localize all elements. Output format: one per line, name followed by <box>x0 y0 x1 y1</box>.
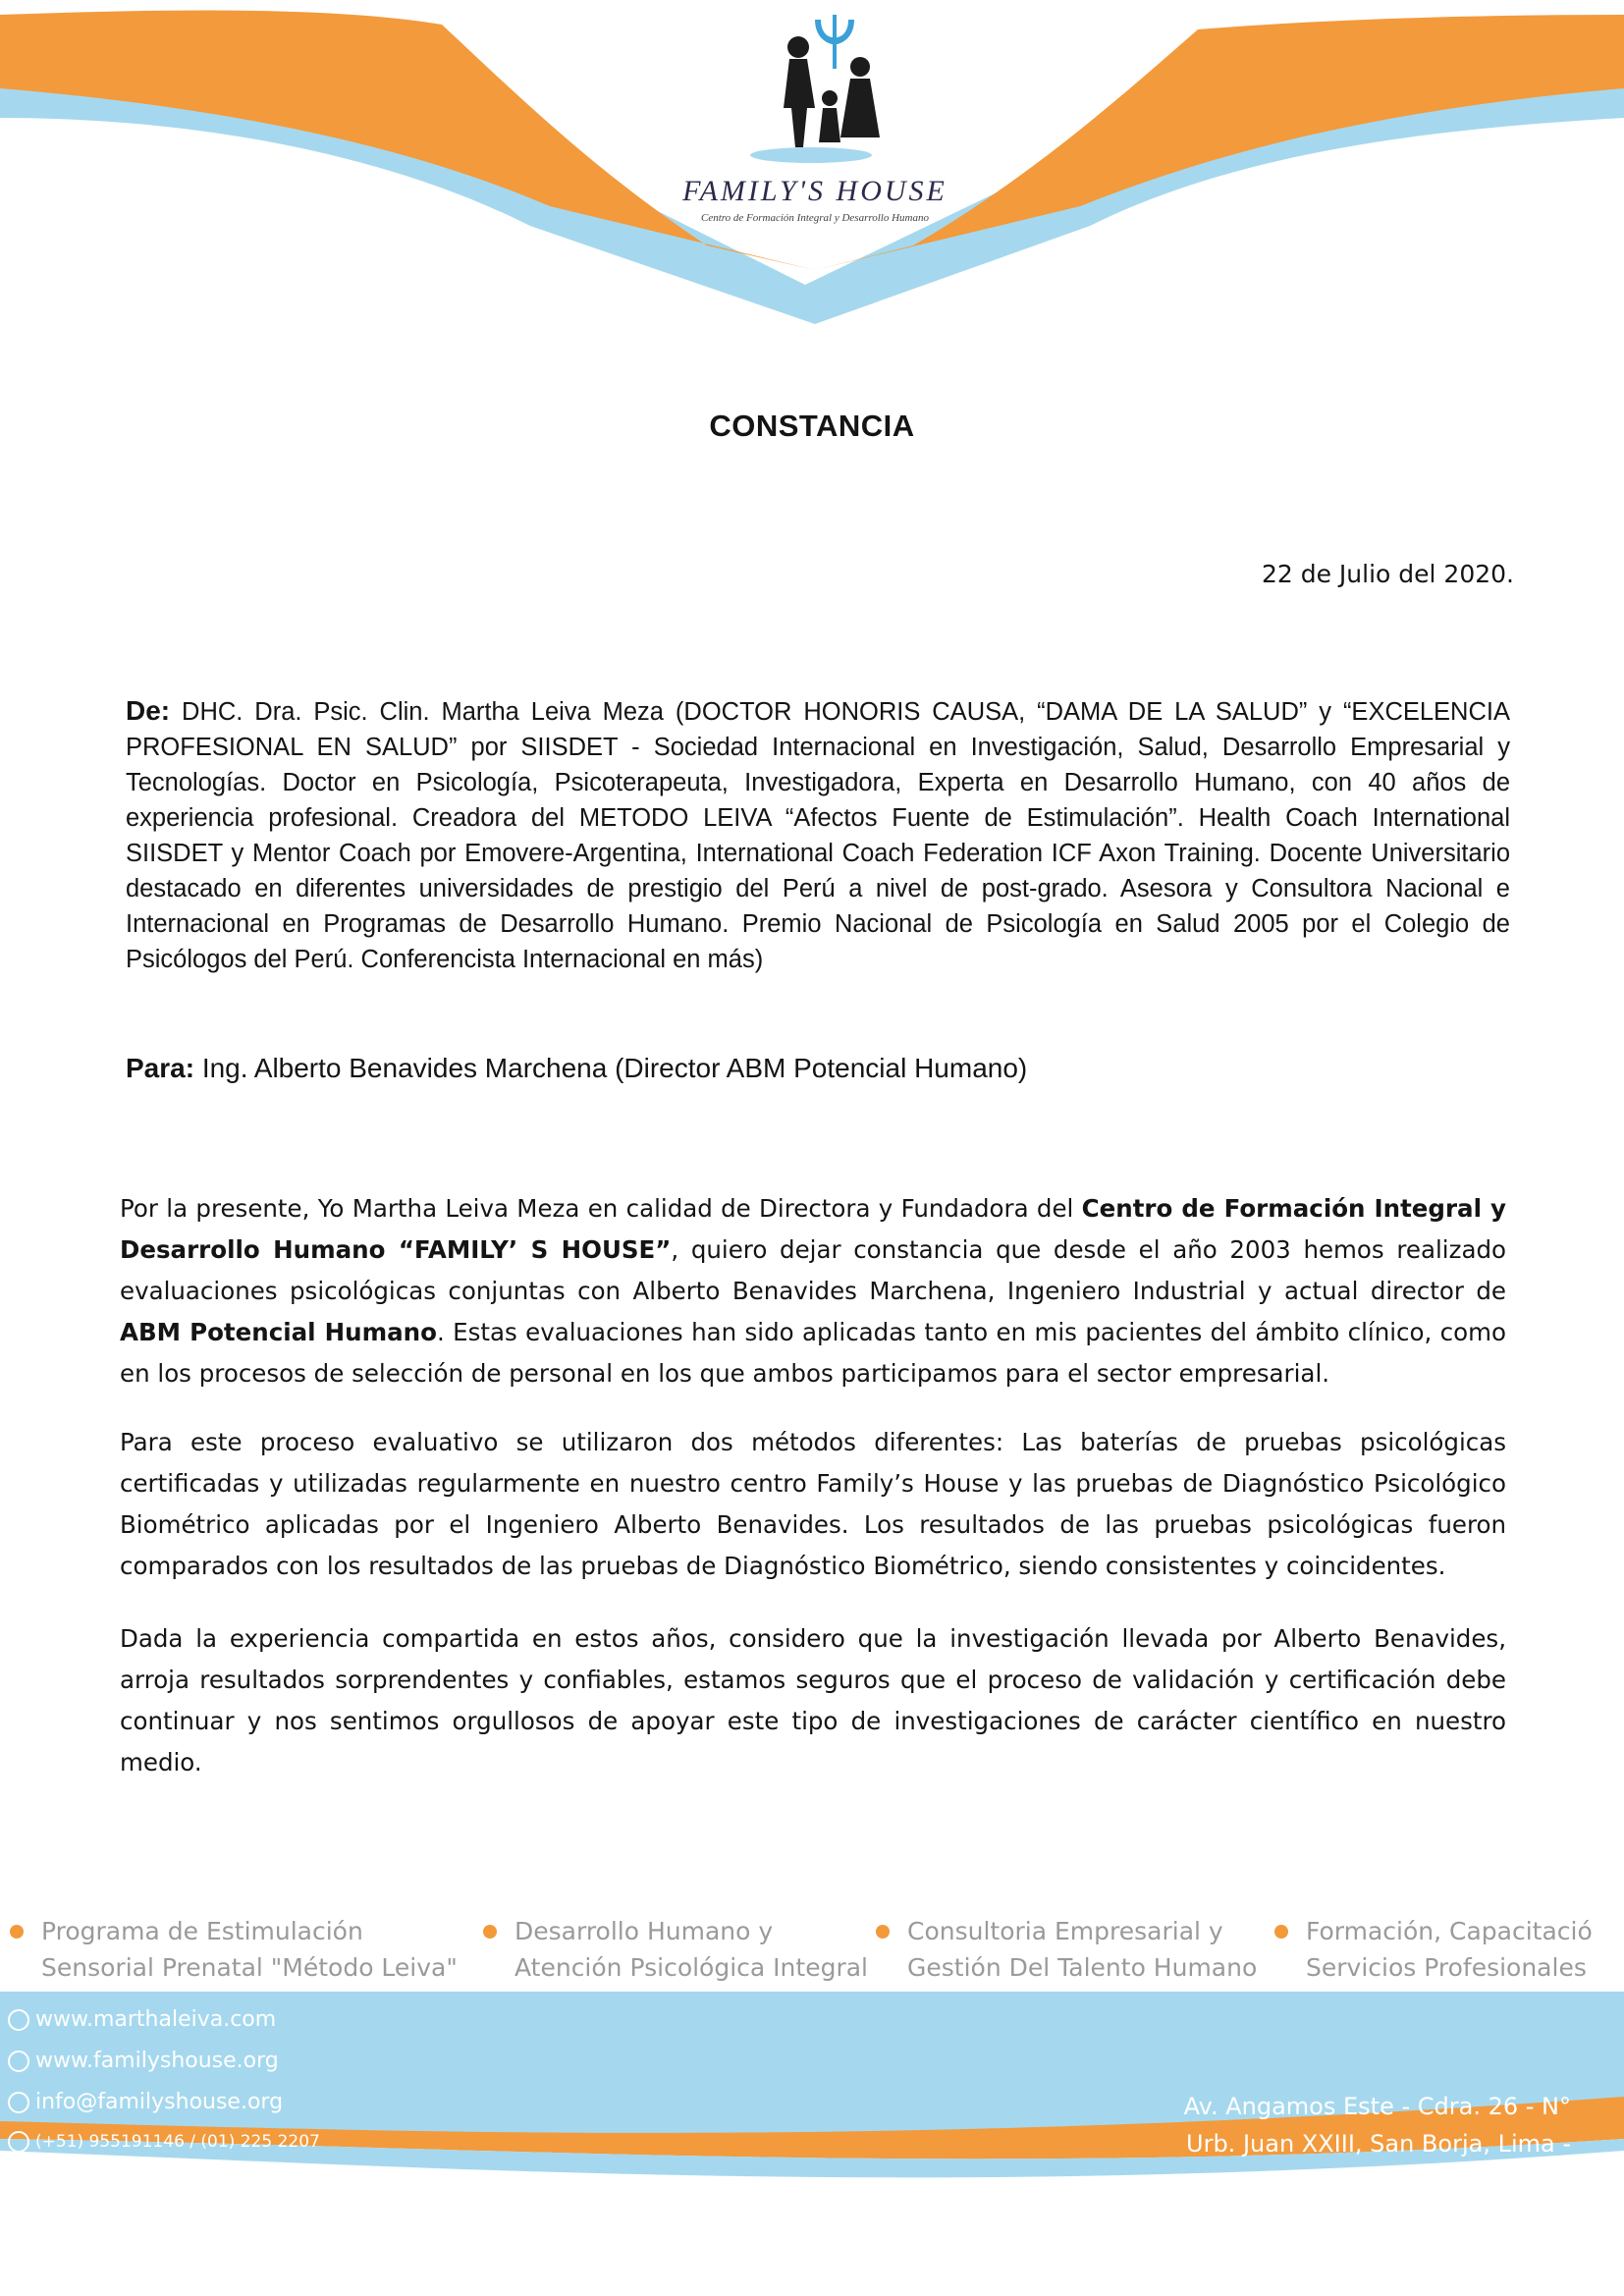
bullet-icon <box>483 1925 497 1939</box>
address-line-1: Av. Angamos Este - Cdra. 26 - N° <box>1183 2093 1571 2120</box>
to-label: Para: <box>126 1053 195 1083</box>
bullet-icon <box>876 1925 890 1939</box>
footer-program-3: Consultoria Empresarial y Gestión Del Talento Humano <box>907 1913 1257 1986</box>
document-date: 22 de Julio del 2020. <box>1261 560 1514 588</box>
p1-center-name: Centro de Formación Integral y Desarrollo Humano “FAMILY’ S HOUSE” <box>120 1194 1506 1264</box>
brand-tagline: Centro de Formación Integral y Desarrollo Humano <box>701 212 929 224</box>
from-text: DHC. Dra. Psic. Clin. Martha Leiva Meza (DOCTOR HONORIS CAUSA, “DAMA DE LA SALUD” y “EXCELENCIA PROFESIONAL EN SALUD” por SIISDET - Sociedad Internacional en Investigación, Salud, Desarrollo Empresarial y Tecnologías. Doctor en Psicología, Psicoterapeuta, Investigadora, Experta en Desarrollo Humano, con 40 años de experiencia profesional. Creadora del METODO LEIVA “Afectos Fuente de Estimulación”. Health Coach International SIISDET y Mentor Coach por Emovere-Argentina, International Coach Federation ICF Axon Training. Docente Universitario destacado en diferentes universidades de prestigio del Perú a nivel de post-grado. Asesora y Consultora Nacional e Internacional en Programas de Desarrollo Humano. Premio Nacional de Psicología en Salud 2005 por el Colegio de Psicólogos del Perú. Conferencista Internacional en más) <box>126 698 1510 973</box>
contact-website-1[interactable]: www.marthaleiva.com <box>8 2007 276 2032</box>
document-title: CONSTANCIA <box>709 409 915 443</box>
p1-text-c: , quiero dejar constancia que desde el año 2003 hemos realizado evaluaciones psicológicas conjuntas con Alberto Benavides Marchena, Ingeniero Industrial y actual director de <box>120 1235 1506 1305</box>
to-section <box>126 1053 1510 1084</box>
contact-phone: (+51) 955191146 / (01) 225 2207 <box>8 2131 320 2153</box>
p1-company-name: ABM Potencial Humano <box>120 1318 437 1346</box>
body-paragraph-2: Para este proceso evaluativo se utilizaron dos métodos diferentes: Las baterías de pruebas psicológicas certificadas y utilizadas regularmente en nuestro centro Family’s House y las pruebas de Diagnóstico Psicológico Biométrico aplicadas por el Ingeniero Alberto Benavides. Los resultados de las pruebas psicológicas fueron comparados con los resultados de las pruebas de Diagnóstico Biométrico, siendo consistentes y coincidentes. <box>120 1428 1506 1580</box>
p1-text-a: Por la presente, Yo Martha Leiva Meza en calidad de Directora y Fundadora del <box>120 1194 1082 1223</box>
contact-email[interactable]: info@familyshouse.org <box>8 2090 283 2114</box>
footer-address <box>1184 2088 1571 2162</box>
p1-text-e: . Estas evaluaciones han sido aplicadas tanto en mis pacientes del ámbito clínico, como en los procesos de selección de personal en los que ambos participamos para el sector empresarial. <box>120 1318 1506 1388</box>
footer-program-1: Programa de Estimulación Sensorial Prenatal "Método Leiva" <box>41 1913 458 1986</box>
brand-name: FAMILY'S HOUSE <box>682 175 947 207</box>
body-paragraph-1 <box>120 1188 1506 1394</box>
body-paragraph-3: Dada la experiencia compartida en estos años, considero que la investigación llevada por Alberto Benavides, arroja resultados sorprendentes y confiables, estamos seguros que el proceso de validación y certificación debe continuar y nos sentimos orgullosos de apoyar este tipo de investigaciones de carácter científico en nuestro medio. <box>120 1624 1506 1777</box>
phone-icon <box>8 2131 29 2153</box>
from-section <box>126 693 1510 977</box>
contact-website-2[interactable]: www.familyshouse.org <box>8 2049 279 2073</box>
from-label: De: <box>126 695 171 726</box>
family-logo-icon <box>750 15 880 163</box>
to-text: Ing. Alberto Benavides Marchena (Director ABM Potencial Humano) <box>194 1053 1028 1083</box>
header-decoration <box>0 0 1624 324</box>
footer-program-2: Desarrollo Humano y Atención Psicológica Integral <box>514 1913 868 1986</box>
footer-program-4: Formación, Capacitació Servicios Profesionales <box>1306 1913 1593 1986</box>
bullet-icon <box>10 1925 24 1939</box>
address-line-2: Urb. Juan XXIII, San Borja, Lima - <box>1186 2130 1571 2158</box>
mail-icon <box>8 2092 29 2113</box>
globe-icon <box>8 2050 29 2072</box>
globe-icon <box>8 2009 29 2031</box>
bullet-icon <box>1274 1925 1288 1939</box>
